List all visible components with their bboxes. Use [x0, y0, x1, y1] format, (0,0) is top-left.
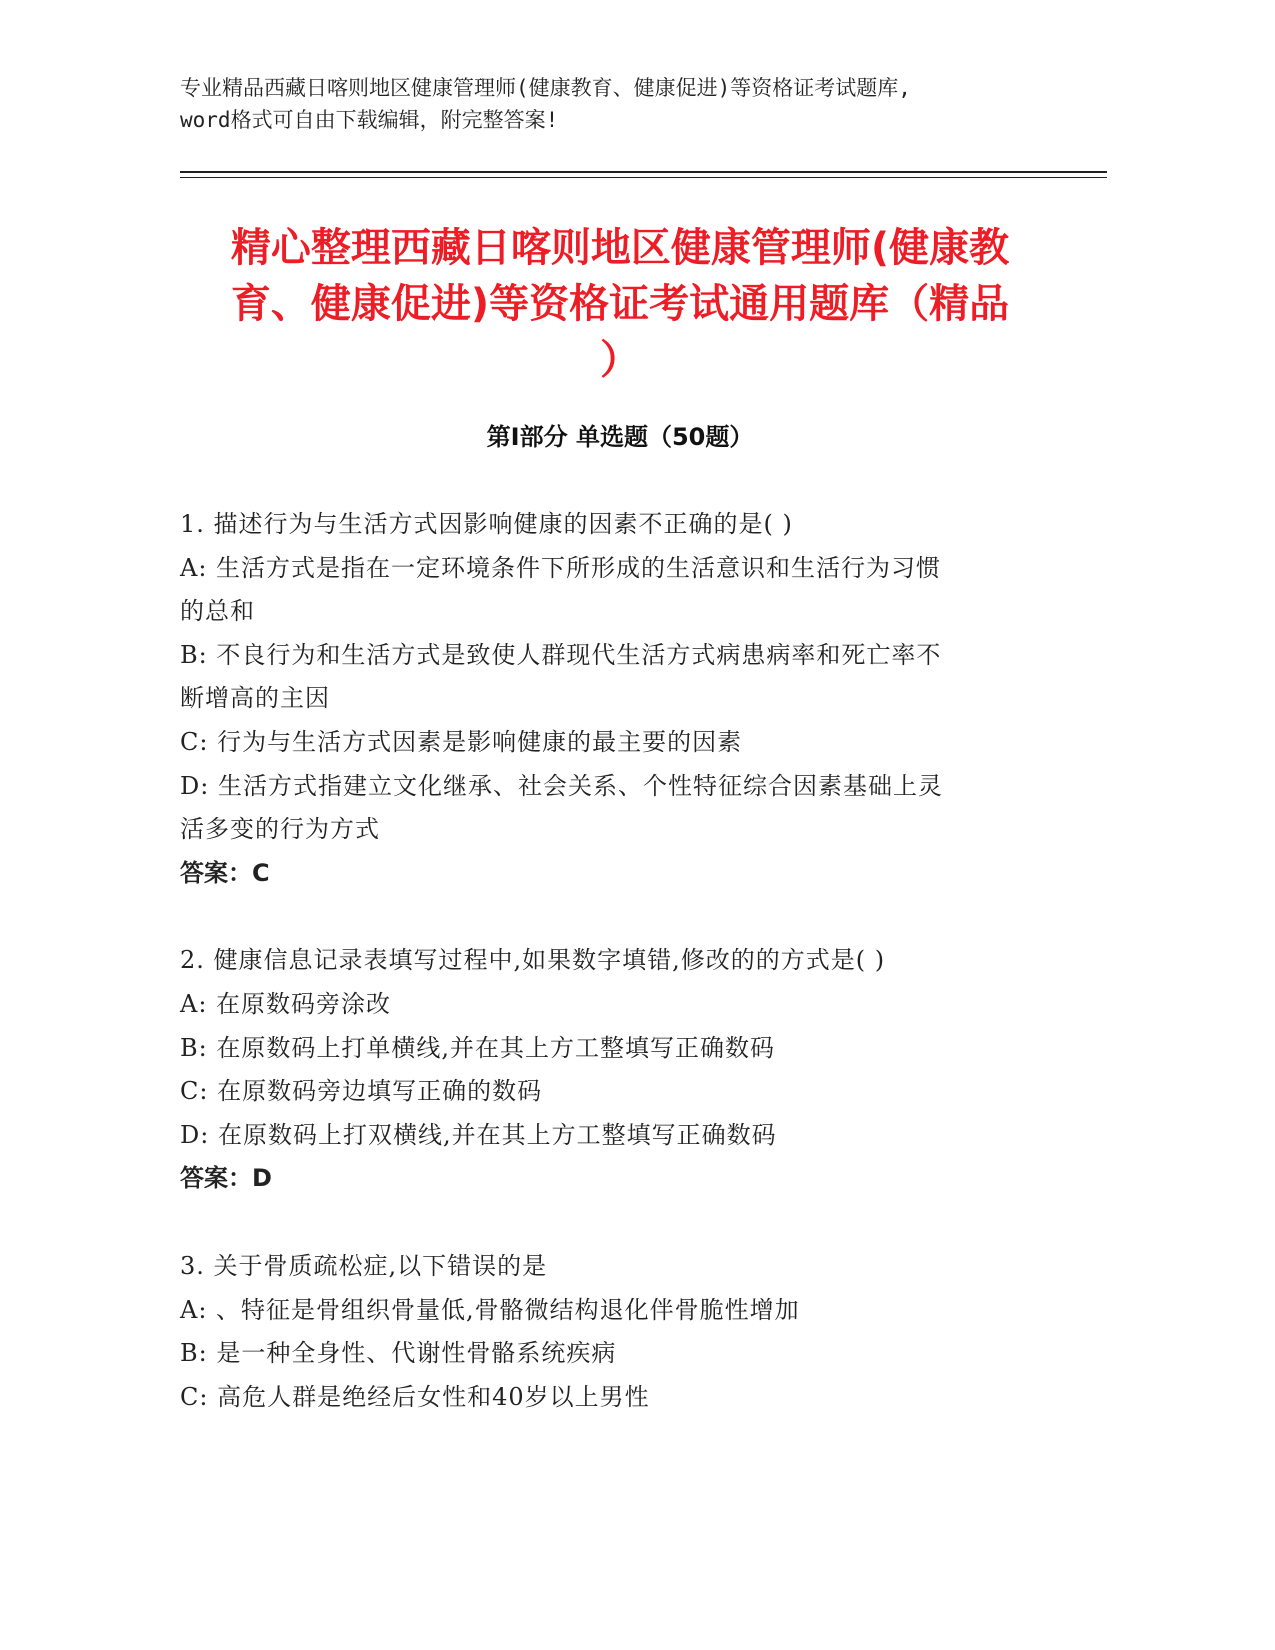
question-block — [180, 503, 1040, 895]
option-line: A: 、特征是骨组织骨量低,骨骼微结构退化伴骨脆性增加 — [180, 1295, 800, 1324]
question-block — [180, 939, 1040, 1201]
option-line: D: 在原数码上打双横线,并在其上方工整填写正确数码 — [180, 1120, 777, 1149]
question-stem: 2. 健康信息记录表填写过程中,如果数字填错,修改的的方式是( ) — [180, 946, 886, 975]
option-line: D: 生活方式指建立文化继承、社会关系、个性特征综合因素基础上灵 — [180, 771, 943, 800]
header-note-line: word格式可自由下载编辑，附完整答案! — [180, 108, 559, 132]
question-list — [180, 503, 1040, 1463]
option-line: B: 不良行为和生活方式是致使人群现代生活方式病患病率和死亡率不 — [180, 640, 942, 669]
option-line: A: 生活方式是指在一定环境条件下所形成的生活意识和生活行为习惯 — [180, 553, 942, 582]
question-stem: 1. 描述行为与生活方式因影响健康的因素不正确的是( ) — [180, 510, 793, 538]
section-title: 第Ⅰ部分 单选题（50题） — [486, 423, 754, 451]
option-line: A: 在原数码旁涂改 — [180, 989, 392, 1018]
document-title — [180, 220, 1060, 388]
title-line: 精心整理西藏日喀则地区健康管理师(健康教 — [230, 225, 1010, 271]
header-note — [180, 72, 1100, 136]
title-line: ） — [600, 337, 640, 383]
answer-line: 答案：C — [180, 858, 270, 887]
option-line: C: 在原数码旁边填写正确的数码 — [180, 1077, 543, 1106]
header-divider-thin — [180, 177, 1107, 178]
header-divider-thick — [180, 171, 1107, 173]
header-note-line: 专业精品西藏日喀则地区健康管理师(健康教育、健康促进)等资格证考试题库, — [180, 76, 911, 100]
option-line: C: 高危人群是绝经后女性和40岁以上男性 — [180, 1382, 650, 1411]
option-line: 的总和 — [180, 597, 255, 626]
question-block — [180, 1245, 1040, 1419]
answer-line: 答案：D — [180, 1164, 272, 1193]
question-stem: 3. 关于骨质疏松症,以下错误的是 — [180, 1251, 548, 1280]
option-line: C: 行为与生活方式因素是影响健康的最主要的因素 — [180, 727, 743, 756]
option-line: B: 是一种全身性、代谢性骨骼系统疾病 — [180, 1339, 617, 1368]
title-line: 育、健康促进)等资格证考试通用题库（精品 — [230, 281, 1010, 327]
option-line: 活多变的行为方式 — [180, 815, 380, 844]
option-line: B: 在原数码上打单横线,并在其上方工整填写正确数码 — [180, 1033, 775, 1062]
option-line: 断增高的主因 — [180, 684, 330, 713]
